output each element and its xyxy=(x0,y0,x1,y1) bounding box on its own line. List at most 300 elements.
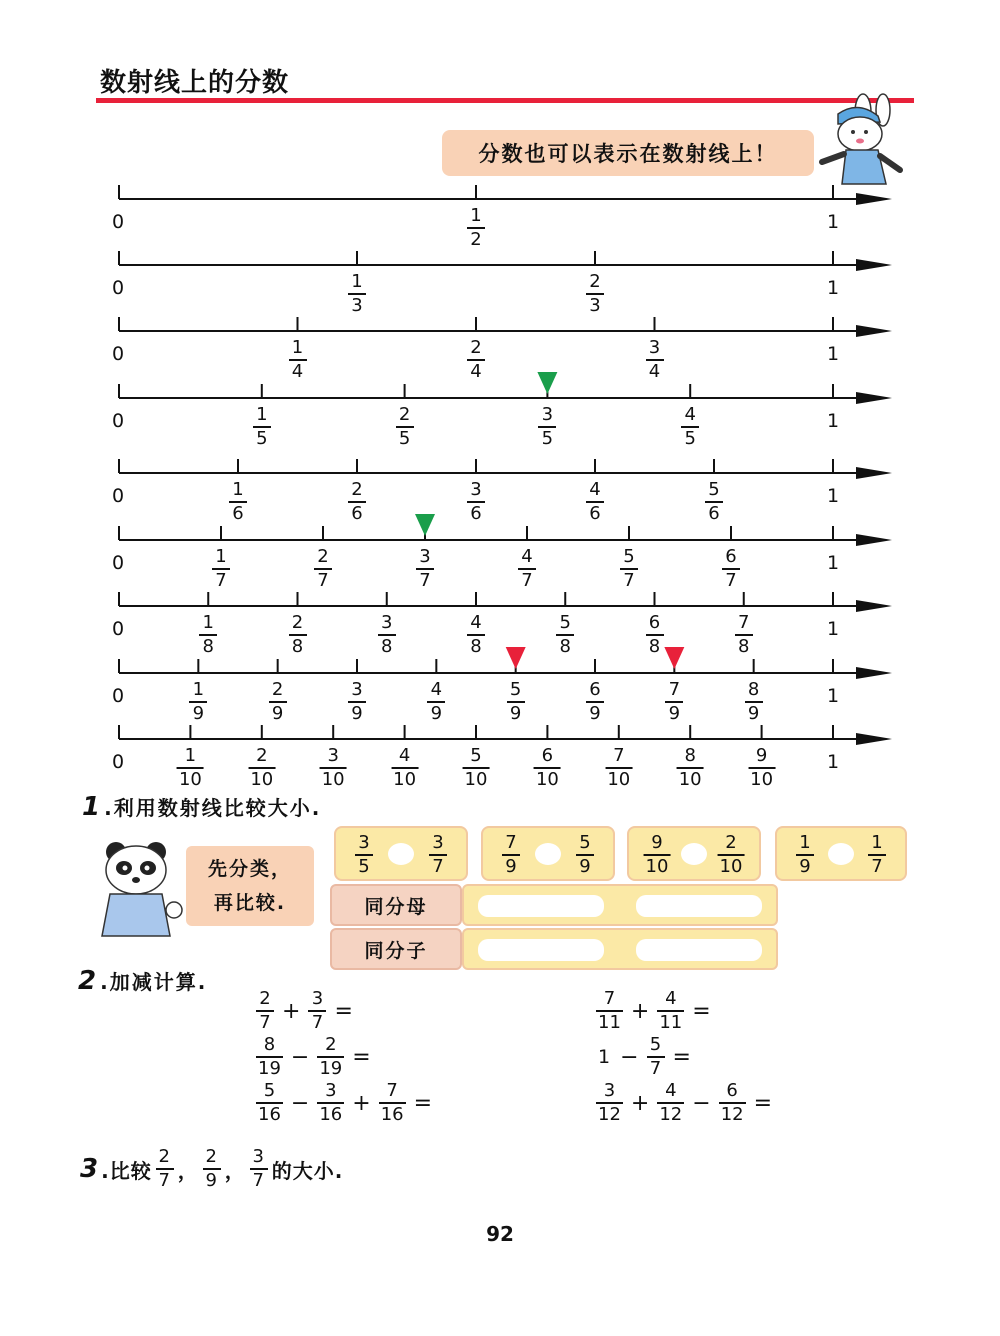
comparison-card xyxy=(775,826,907,881)
tick-label-fraction xyxy=(605,747,632,789)
number-line xyxy=(119,725,892,745)
tick-label-fraction xyxy=(320,747,347,789)
comparison-fraction-left xyxy=(355,834,373,876)
fraction-numerator: 5 xyxy=(649,1034,662,1055)
fraction-numerator: 2 xyxy=(317,546,329,567)
tick-label-fraction xyxy=(722,548,740,590)
expression-fraction xyxy=(308,990,326,1032)
comparison-fraction-left xyxy=(502,834,520,876)
tick-label-fraction xyxy=(735,614,753,656)
tick-label-fraction xyxy=(348,273,366,315)
fraction-numerator: 4 xyxy=(684,404,696,425)
arrow-head-icon xyxy=(856,534,892,546)
fraction-denominator: 7 xyxy=(419,570,431,591)
tick-label-fraction xyxy=(646,339,664,381)
calculation-row xyxy=(596,990,719,1032)
arrow-head-icon xyxy=(856,392,892,404)
compare-answer-circle[interactable] xyxy=(828,843,854,865)
fraction-numerator: 2 xyxy=(589,271,601,292)
fraction-numerator: 2 xyxy=(256,745,268,766)
fraction-denominator: 7 xyxy=(317,570,329,591)
fraction-numerator: 3 xyxy=(325,1080,337,1101)
fraction-denominator: 4 xyxy=(291,361,304,382)
fraction-denominator: 12 xyxy=(598,1104,621,1125)
tick-label-fraction xyxy=(189,681,207,723)
tick-label-fraction xyxy=(518,548,536,590)
tick-label-fraction xyxy=(427,681,445,723)
question-3-suffix: 的大小. xyxy=(271,1158,344,1183)
tick-label-fraction xyxy=(748,747,775,789)
fraction-denominator: 16 xyxy=(319,1104,343,1125)
operator: = xyxy=(413,1090,433,1116)
fraction-numerator: 7 xyxy=(613,745,625,766)
fraction-denominator: 9 xyxy=(668,703,681,724)
fraction-numerator: 1 xyxy=(470,205,482,226)
fraction-denominator: 10 xyxy=(393,769,417,790)
question-3-number: 3 xyxy=(80,1154,100,1184)
comparison-card xyxy=(334,826,468,881)
tick-label-fraction xyxy=(681,406,699,448)
fraction-denominator: 5 xyxy=(541,428,554,449)
calculation-row xyxy=(256,1082,440,1124)
fraction-denominator: 10 xyxy=(645,856,669,877)
fraction-denominator: 8 xyxy=(470,636,482,657)
fraction-numerator: 7 xyxy=(738,612,750,633)
fraction-numerator: 1 xyxy=(291,337,304,358)
operator: = xyxy=(334,998,353,1024)
fraction-denominator: 16 xyxy=(380,1104,404,1125)
fraction-denominator: 9 xyxy=(192,703,205,724)
fraction-denominator: 11 xyxy=(659,1012,683,1033)
tick-label-fraction xyxy=(416,548,434,590)
expression-fraction xyxy=(379,1082,406,1124)
comparison-card xyxy=(627,826,761,881)
fraction-numerator: 3 xyxy=(381,612,393,633)
one-label: 1 xyxy=(827,618,840,640)
tick-label-fraction xyxy=(586,681,604,723)
arrow-head-icon xyxy=(856,193,892,205)
number-line xyxy=(119,185,892,205)
fraction-numerator: 5 xyxy=(623,546,635,567)
tick-label-fraction xyxy=(248,747,275,789)
expression-fraction xyxy=(317,1082,344,1124)
expression-fraction xyxy=(657,1082,684,1124)
comparison-fraction-right xyxy=(429,834,447,876)
tick-label-fraction xyxy=(586,481,604,523)
question-3-prefix: .比较 xyxy=(101,1158,152,1183)
whole-number: 1 xyxy=(598,1046,611,1068)
tick-label-fraction xyxy=(538,406,556,448)
tick-label-fraction xyxy=(467,207,485,249)
question-1-text: .利用数射线比较大小. xyxy=(104,796,322,820)
compare-answer-circle[interactable] xyxy=(681,843,707,865)
fraction-numerator: 4 xyxy=(398,745,411,766)
operator: = xyxy=(352,1044,371,1070)
fraction-numerator: 5 xyxy=(559,612,571,633)
fraction-numerator: 3 xyxy=(603,1080,616,1101)
fraction-denominator: 9 xyxy=(205,1170,218,1191)
fraction-denominator: 8 xyxy=(291,636,304,657)
zero-label: 0 xyxy=(112,751,125,773)
fraction-numerator: 1 xyxy=(215,546,227,567)
expression-fraction xyxy=(719,1082,746,1124)
separator: ， xyxy=(177,1158,199,1183)
same-denominator-label: 同分母 xyxy=(330,884,462,926)
fraction-numerator: 6 xyxy=(589,679,601,700)
fraction-denominator: 9 xyxy=(747,703,760,724)
fraction-numerator: 2 xyxy=(271,679,284,700)
zero-label: 0 xyxy=(112,685,125,707)
fraction-numerator: 4 xyxy=(521,546,533,567)
fraction-denominator: 3 xyxy=(351,295,363,316)
tick-label-fraction xyxy=(534,747,561,789)
fraction-numerator: 2 xyxy=(325,1034,337,1055)
fraction-numerator: 1 xyxy=(256,404,268,425)
fraction-denominator: 10 xyxy=(464,769,488,790)
zero-label: 0 xyxy=(112,211,125,233)
fraction-denominator: 10 xyxy=(321,769,345,790)
fraction-denominator: 8 xyxy=(648,636,661,657)
marker-triangle-icon xyxy=(506,647,526,669)
fraction-denominator: 7 xyxy=(215,570,227,591)
tick-label-fraction xyxy=(677,747,704,789)
fraction-numerator: 1 xyxy=(871,832,883,853)
fraction-numerator: 6 xyxy=(648,612,661,633)
fraction-numerator: 2 xyxy=(291,612,304,633)
operator: + xyxy=(630,1090,650,1116)
page-title: 数射线上的分数 xyxy=(100,68,290,98)
compare-answer-circle[interactable] xyxy=(388,843,414,865)
fraction-denominator: 8 xyxy=(381,636,393,657)
fraction-denominator: 5 xyxy=(358,856,370,877)
tick-label-fraction xyxy=(177,747,204,789)
question-1-title xyxy=(82,792,321,822)
number-line xyxy=(119,592,892,612)
fraction-numerator: 5 xyxy=(470,745,482,766)
question-3-fraction xyxy=(203,1148,221,1190)
fraction-denominator: 9 xyxy=(589,703,601,724)
answer-slot[interactable] xyxy=(636,895,762,917)
operator: + xyxy=(352,1090,371,1116)
tick-label-fraction xyxy=(253,406,271,448)
fraction-denominator: 12 xyxy=(720,1104,744,1125)
fraction-denominator: 2 xyxy=(470,229,482,250)
fraction-numerator: 4 xyxy=(665,988,677,1009)
tick-label-fraction xyxy=(396,406,414,448)
fraction-numerator: 1 xyxy=(232,479,244,500)
fraction-numerator: 8 xyxy=(747,679,760,700)
fraction-numerator: 5 xyxy=(263,1080,276,1101)
fraction-denominator: 9 xyxy=(799,856,811,877)
tick-label-fraction xyxy=(314,548,332,590)
fraction-numerator: 1 xyxy=(351,271,363,292)
fraction-numerator: 2 xyxy=(398,404,411,425)
operator: + xyxy=(282,998,301,1024)
fraction-denominator: 6 xyxy=(232,503,244,524)
fraction-numerator: 1 xyxy=(799,832,811,853)
expression-fraction xyxy=(596,990,623,1032)
fraction-numerator: 7 xyxy=(668,679,681,700)
fraction-denominator: 5 xyxy=(684,428,696,449)
fraction-numerator: 3 xyxy=(311,988,324,1009)
operator: − xyxy=(290,1044,310,1070)
fraction-denominator: 10 xyxy=(719,856,743,877)
fraction-denominator: 9 xyxy=(505,856,517,877)
operator: = xyxy=(692,998,711,1024)
fraction-denominator: 7 xyxy=(725,570,737,591)
fraction-denominator: 6 xyxy=(351,503,363,524)
number-line xyxy=(119,459,892,479)
comparison-fraction-left xyxy=(644,834,671,876)
expression-fraction xyxy=(647,1036,665,1078)
same-numerator-label: 同分子 xyxy=(330,928,462,970)
operator: − xyxy=(692,1090,711,1116)
fraction-numerator: 9 xyxy=(755,745,768,766)
fraction-numerator: 7 xyxy=(505,832,517,853)
fraction-denominator: 6 xyxy=(470,503,482,524)
question-1-number: 1 xyxy=(82,792,103,822)
calculation-row xyxy=(596,1082,780,1124)
number-line xyxy=(119,647,892,679)
separator: ， xyxy=(224,1158,246,1183)
fraction-numerator: 4 xyxy=(589,479,601,500)
tick-label-fraction xyxy=(620,548,638,590)
answer-slot[interactable] xyxy=(478,939,604,961)
fraction-numerator: 9 xyxy=(651,832,663,853)
tick-label-fraction xyxy=(212,548,230,590)
comparison-card xyxy=(481,826,615,881)
tip-bubble xyxy=(186,846,314,926)
fraction-numerator: 5 xyxy=(579,832,591,853)
fraction-numerator: 3 xyxy=(648,337,661,358)
fraction-numerator: 5 xyxy=(509,679,522,700)
fraction-numerator: 8 xyxy=(263,1034,276,1055)
tick-label-fraction xyxy=(391,747,418,789)
zero-label: 0 xyxy=(112,343,125,365)
expression-fraction xyxy=(256,1082,283,1124)
fraction-denominator: 10 xyxy=(250,769,274,790)
same-denominator-answer-area xyxy=(462,884,778,926)
marker-triangle-icon xyxy=(537,372,557,394)
tick-label-fraction xyxy=(348,681,366,723)
operator: + xyxy=(630,998,650,1024)
fraction-numerator: 2 xyxy=(205,1146,218,1167)
fraction-numerator: 3 xyxy=(327,745,339,766)
speech-bubble-text: 分数也可以表示在数射线上！ xyxy=(478,142,778,166)
marker-triangle-icon xyxy=(415,514,435,536)
fraction-denominator: 7 xyxy=(311,1012,324,1033)
tick-label-fraction xyxy=(229,481,247,523)
fraction-denominator: 5 xyxy=(256,428,268,449)
number-line xyxy=(119,251,892,271)
question-3-fractions xyxy=(152,1148,272,1190)
tick-label-fraction xyxy=(467,339,485,381)
answer-slot[interactable] xyxy=(636,939,762,961)
tick-label-fraction xyxy=(378,614,396,656)
fraction-numerator: 3 xyxy=(252,1146,265,1167)
arrow-head-icon xyxy=(856,667,892,679)
operator: − xyxy=(620,1044,639,1070)
fraction-numerator: 3 xyxy=(541,404,554,425)
tick-label-fraction xyxy=(705,481,723,523)
fraction-numerator: 4 xyxy=(430,679,443,700)
fraction-numerator: 2 xyxy=(725,832,737,853)
tick-label-fraction xyxy=(556,614,574,656)
fraction-denominator: 8 xyxy=(202,636,214,657)
fraction-denominator: 9 xyxy=(430,703,443,724)
one-label: 1 xyxy=(827,410,840,432)
fraction-numerator: 3 xyxy=(358,832,370,853)
tick-label-fraction xyxy=(507,681,525,723)
same-numerator-answer-area xyxy=(462,928,778,970)
tick-label-fraction xyxy=(467,481,485,523)
arrow-head-icon xyxy=(856,600,892,612)
expression-fraction xyxy=(596,1082,623,1124)
zero-label: 0 xyxy=(112,410,125,432)
one-label: 1 xyxy=(827,485,840,507)
fraction-numerator: 1 xyxy=(184,745,197,766)
fraction-denominator: 9 xyxy=(509,703,522,724)
fraction-denominator: 7 xyxy=(252,1170,265,1191)
fraction-numerator: 3 xyxy=(470,479,482,500)
compare-answer-circle[interactable] xyxy=(535,843,561,865)
fraction-numerator: 2 xyxy=(470,337,482,358)
fraction-numerator: 6 xyxy=(726,1080,738,1101)
fraction-numerator: 5 xyxy=(708,479,720,500)
fraction-denominator: 4 xyxy=(470,361,482,382)
fraction-numerator: 4 xyxy=(470,612,482,633)
answer-slot[interactable] xyxy=(478,895,604,917)
expression-fraction xyxy=(256,1036,283,1078)
fraction-numerator: 7 xyxy=(386,1080,398,1101)
panda-mascot-icon xyxy=(88,838,188,938)
fraction-denominator: 19 xyxy=(319,1058,343,1079)
tick-label-fraction xyxy=(745,681,763,723)
number-line xyxy=(119,317,892,337)
question-2-number: 2 xyxy=(78,966,99,996)
question-3-fraction xyxy=(156,1148,174,1190)
tick-label-fraction xyxy=(289,614,307,656)
fraction-denominator: 7 xyxy=(623,570,635,591)
tick-label-fraction xyxy=(463,747,490,789)
fraction-denominator: 7 xyxy=(871,856,883,877)
fraction-denominator: 9 xyxy=(271,703,284,724)
fraction-numerator: 1 xyxy=(192,679,205,700)
expression-fraction xyxy=(256,990,274,1032)
fraction-denominator: 10 xyxy=(178,769,202,790)
zero-label: 0 xyxy=(112,485,125,507)
fraction-numerator: 3 xyxy=(419,546,431,567)
one-label: 1 xyxy=(827,343,840,365)
fraction-denominator: 7 xyxy=(432,856,444,877)
fraction-denominator: 10 xyxy=(750,769,774,790)
fraction-denominator: 3 xyxy=(589,295,601,316)
calculation-row xyxy=(256,1036,379,1078)
fraction-numerator: 2 xyxy=(259,988,271,1009)
one-label: 1 xyxy=(827,277,840,299)
fraction-numerator: 3 xyxy=(432,832,444,853)
fraction-denominator: 11 xyxy=(598,1012,621,1033)
zero-label: 0 xyxy=(112,277,125,299)
fraction-denominator: 7 xyxy=(521,570,533,591)
arrow-head-icon xyxy=(856,259,892,271)
tick-label-fraction xyxy=(199,614,217,656)
fraction-denominator: 8 xyxy=(738,636,750,657)
fraction-denominator: 10 xyxy=(535,769,559,790)
one-label: 1 xyxy=(827,685,840,707)
arrow-head-icon xyxy=(856,733,892,745)
expression-fraction xyxy=(317,1036,344,1078)
comparison-fraction-left xyxy=(796,834,814,876)
fraction-denominator: 12 xyxy=(659,1104,683,1125)
zero-label: 0 xyxy=(112,618,125,640)
question-3 xyxy=(80,1148,343,1190)
tick-label-fraction xyxy=(269,681,287,723)
fraction-denominator: 7 xyxy=(259,1012,271,1033)
fraction-denominator: 4 xyxy=(648,361,661,382)
fraction-denominator: 9 xyxy=(351,703,363,724)
fraction-denominator: 10 xyxy=(607,769,631,790)
calculation-row xyxy=(256,990,361,1032)
comparison-fraction-right xyxy=(868,834,886,876)
fraction-denominator: 8 xyxy=(559,636,571,657)
fraction-numerator: 7 xyxy=(603,988,616,1009)
question-3-fraction xyxy=(250,1148,268,1190)
marker-triangle-icon xyxy=(664,647,684,669)
one-label: 1 xyxy=(827,751,840,773)
tick-label-fraction xyxy=(665,681,683,723)
page-number: 92 xyxy=(486,1222,514,1246)
operator: = xyxy=(672,1044,691,1070)
tick-label-fraction xyxy=(467,614,485,656)
fraction-numerator: 4 xyxy=(665,1080,677,1101)
question-2-text: .加减计算. xyxy=(100,970,208,994)
tip-line-1: 先分类， xyxy=(207,858,292,880)
fraction-denominator: 7 xyxy=(158,1170,171,1191)
question-2-title xyxy=(78,966,207,996)
operator: = xyxy=(753,1090,773,1116)
fraction-denominator: 9 xyxy=(579,856,591,877)
tick-label-fraction xyxy=(586,273,604,315)
one-label: 1 xyxy=(827,211,840,233)
calculation-row xyxy=(596,1036,699,1078)
fraction-denominator: 5 xyxy=(398,428,411,449)
arrow-head-icon xyxy=(856,325,892,337)
fraction-denominator: 16 xyxy=(258,1104,281,1125)
tick-label-fraction xyxy=(348,481,366,523)
number-line xyxy=(119,372,892,404)
one-label: 1 xyxy=(827,552,840,574)
fraction-denominator: 10 xyxy=(678,769,702,790)
fraction-numerator: 3 xyxy=(351,679,363,700)
comparison-fraction-right xyxy=(576,834,594,876)
fraction-numerator: 8 xyxy=(684,745,696,766)
tick-label-fraction xyxy=(289,339,307,381)
fraction-denominator: 6 xyxy=(589,503,601,524)
fraction-numerator: 1 xyxy=(202,612,214,633)
fraction-numerator: 6 xyxy=(725,546,737,567)
fraction-numerator: 6 xyxy=(541,745,554,766)
tip-line-2: 再比较. xyxy=(213,892,287,914)
comparison-fraction-right xyxy=(718,834,745,876)
expression-fraction xyxy=(657,990,684,1032)
fraction-numerator: 2 xyxy=(158,1146,171,1167)
fraction-denominator: 19 xyxy=(258,1058,281,1079)
arrow-head-icon xyxy=(856,467,892,479)
fraction-denominator: 6 xyxy=(708,503,720,524)
fraction-denominator: 7 xyxy=(649,1058,662,1079)
operator: − xyxy=(290,1090,310,1116)
